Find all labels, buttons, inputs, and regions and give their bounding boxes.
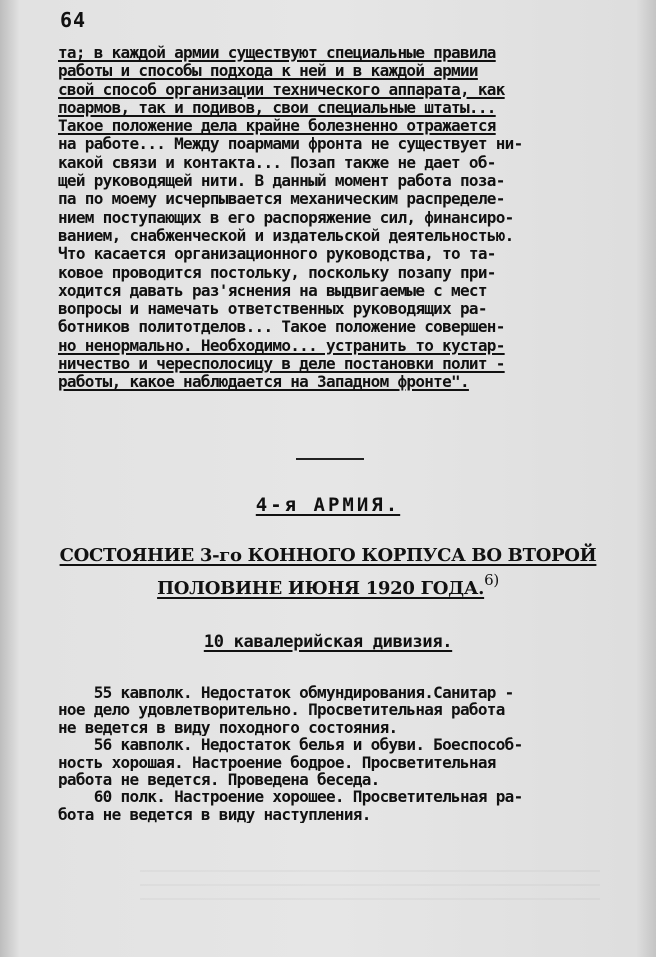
text-line: 55 кавполк. Недостаток обмундирования.Санитар - xyxy=(58,684,514,702)
text-line: 56 кавполк. Недостаток белья и обуви. Боеспособ- xyxy=(58,736,523,754)
text-line: па по моему исчерпывается механическим распределе- xyxy=(58,190,505,209)
text-line: бота не ведется в виду наступления. xyxy=(58,805,371,824)
text-line: вопросы и намечать ответственных руководящих ра- xyxy=(58,300,487,319)
text-line: на работе... Между поармами фронта не существует ни- xyxy=(58,135,523,154)
text-line: какой связи и контакта... Позап также не дает об- xyxy=(58,153,496,172)
text-line: свой способ организации технического аппарата, как xyxy=(58,80,505,99)
section-divider xyxy=(296,458,364,460)
report-title-line2: ПОЛОВИНЕ ИЮНЯ 1920 ГОДА.$^{6)}$ xyxy=(157,571,499,599)
text-line: ванием, снабженческой и издательской деятельностью. xyxy=(58,226,514,245)
division-heading: 10 кавалерийская дивизия. xyxy=(203,632,453,652)
text-line: работы и способы подхода к ней и в каждой армии xyxy=(58,62,478,81)
text-line: нием поступающих в его распоряжение сил, финансиро- xyxy=(58,208,514,227)
text-line: поармов, так и подивов, свои специальные штаты... xyxy=(58,98,496,117)
text-line: ность хорошая. Настроение бодрое. Просветительная xyxy=(58,753,496,771)
bleed-through-shadow xyxy=(140,870,600,910)
quoted-paragraph xyxy=(58,44,634,392)
text-line: 60 полк. Настроение хорошее. Просветительная ра- xyxy=(58,788,523,806)
text-line: не ведется в виду походного состояния. xyxy=(58,718,398,737)
footnote-marker: 6) xyxy=(484,571,499,589)
text-line: ное дело удовлетворительно. Просветительная работа xyxy=(58,701,505,719)
report-title-line1: СОСТОЯНИЕ 3-го КОННОГО КОРПУСА ВО ВТОРОЙ xyxy=(59,545,597,566)
page-number: 64 xyxy=(60,8,87,32)
text-line: ковое проводится постольку, поскольку позапу при- xyxy=(58,263,496,282)
regiment-report-paragraph xyxy=(58,684,634,823)
text-line: работа не ведется. Проведена беседа. xyxy=(58,770,380,789)
text-line: Что касается организационного руководства, то та- xyxy=(58,245,496,264)
text-line: ничество и чересполосицу в деле постановки полит - xyxy=(58,355,505,374)
text-line: ходится давать раз'яснения на выдвигаемые с мест xyxy=(58,281,487,300)
text-line: работы, какое наблюдается на Западном фронте". xyxy=(58,373,469,392)
text-line: щей руководящей нити. В данный момент работа поза- xyxy=(58,172,505,191)
text-line: но ненормально. Необходимо... устранить то кустар- xyxy=(58,336,505,355)
text-line: ботников политотделов... Такое положение совершен- xyxy=(58,318,505,337)
army-heading: 4-я АРМИЯ. xyxy=(255,494,401,516)
text-line: та; в каждой армии существуют специальные правила xyxy=(58,44,496,62)
text-line: Такое положение дела крайне болезненно отражается xyxy=(58,117,496,136)
